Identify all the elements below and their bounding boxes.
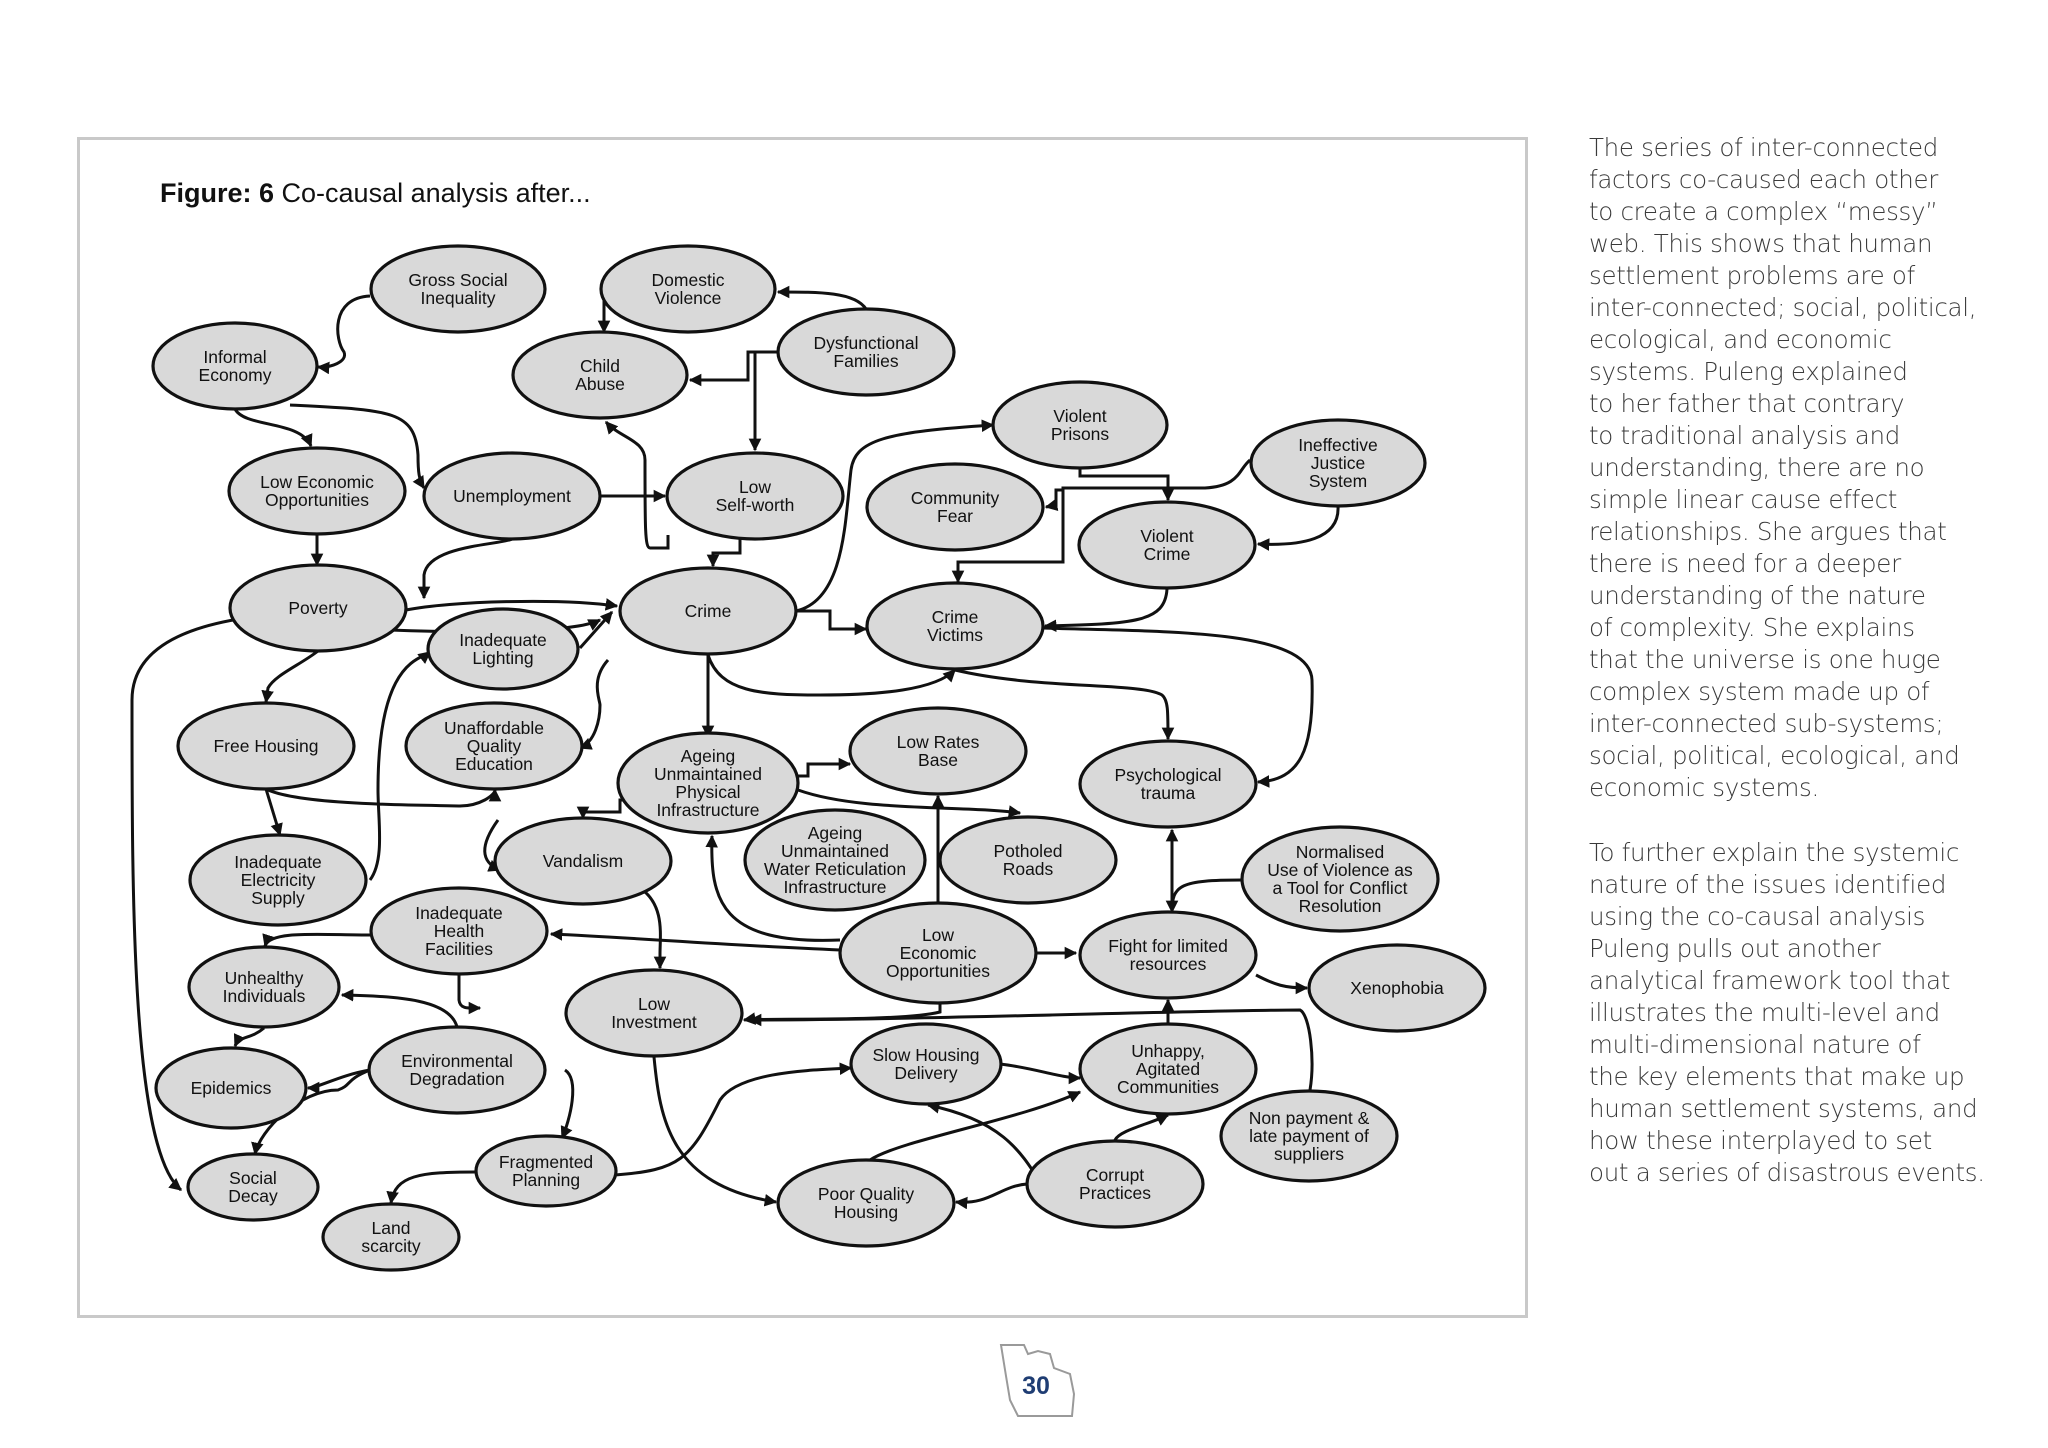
causal-arrow [391,1172,476,1203]
causal-arrow [956,1184,1027,1202]
side-text-line: to create a complex “messy” [1589,197,1938,226]
node-label: Vandalism [542,851,624,871]
node-label: Justice [1310,453,1366,473]
side-text-line: nature of the issues identified [1589,870,1947,899]
node-label: Facilities [424,939,494,959]
node-label: Land [371,1218,411,1238]
node-label: late payment of [1249,1126,1369,1146]
node-label: Informal [203,347,267,367]
node-label: Dysfunctional [813,333,919,353]
node-epidemics [156,1048,306,1128]
node-ageing-physical-infrastructure [618,733,798,833]
node-label: Ineffective [1298,435,1378,455]
node-label: Low [738,477,772,497]
side-text-line: inter-connected; social, political, [1589,293,1977,322]
side-text-line: economic systems. [1589,773,1820,802]
node-label: Gross Social [408,270,508,290]
node-label: Ageing [680,746,736,766]
node-label: Individuals [222,986,306,1006]
node-label: Social [229,1168,277,1188]
node-label: Inadequate [415,903,503,923]
side-text-line: social, political, ecological, and [1589,741,1960,770]
side-text-line: out a series of disastrous events. [1589,1158,1985,1187]
node-poverty [230,565,406,651]
causal-arrow [551,934,840,950]
node-label: Supply [251,888,305,908]
side-text-line: Puleng pulls out another [1589,934,1881,963]
node-label: Communities [1116,1077,1220,1097]
node-label: Degradation [409,1069,505,1089]
node-community-fear [867,464,1043,550]
node-corrupt-practices [1027,1141,1203,1227]
node-label: Inadequate [234,852,322,872]
node-label: Crime [1143,544,1191,564]
figure-number: Figure: 6 [160,178,275,208]
side-text-line: of complexity. She explains [1589,613,1915,642]
side-text-line: there is need for a deeper [1589,549,1901,578]
side-text-line: illustrates the multi-level and [1589,998,1940,1027]
side-text-line: using the co-causal analysis [1589,902,1926,931]
node-label: Fight for limited [1108,936,1228,956]
node-label: Free Housing [213,736,319,756]
node-label: System [1308,471,1368,491]
node-ageing-water-reticulation [745,810,925,910]
page-number: 30 [1022,1372,1050,1400]
node-label: Infrastructure [783,877,887,897]
node-fragmented-planning [476,1136,616,1206]
node-label: Opportunities [264,490,370,510]
node-label: Unaffordable [444,718,544,738]
node-unhappy-agitated-communities [1080,1024,1256,1114]
causal-arrow [459,975,480,1008]
node-label: Base [918,750,958,770]
side-text-line: understanding, there are no [1589,453,1925,482]
node-label: Inadequate [459,630,547,650]
node-unaffordable-quality-education [406,703,582,789]
node-domestic-violence [601,246,775,332]
side-text-line: the key elements that make up [1589,1062,1965,1091]
node-label: Ageing [807,823,863,843]
node-label: Low [637,994,671,1014]
side-text-line: to traditional analysis and [1589,421,1900,450]
node-vandalism [495,818,671,904]
node-label: Abuse [575,374,625,394]
causal-arrow [606,422,668,548]
node-label: Fragmented [498,1152,594,1172]
node-land-scarcity [323,1204,459,1270]
causal-arrow [562,1070,573,1138]
side-text-line: that the universe is one huge [1589,645,1941,674]
node-label: Delivery [894,1063,958,1083]
node-label: Lighting [472,648,534,668]
causal-arrow [342,995,457,1027]
node-label: Practices [1079,1183,1151,1203]
causal-arrow [580,612,612,648]
node-label: Quality [466,736,522,756]
node-label: Normalised [1295,842,1385,862]
node-label: Water Reticulation [763,859,907,879]
node-crime-victims [867,583,1043,669]
node-label: Victims [926,625,984,645]
node-label: Poverty [288,598,348,618]
node-label: Unmaintained [654,764,762,784]
node-social-decay [188,1154,318,1220]
side-text-line: To further explain the systemic [1589,838,1960,867]
causal-arrow [1000,1064,1080,1078]
side-text-line: understanding of the nature [1589,581,1926,610]
side-text-line: settlement problems are of [1589,261,1915,290]
causal-arrow [1256,975,1307,988]
node-label: Agitated [1135,1059,1201,1079]
node-label: Opportunities [885,961,991,981]
causal-arrow [713,539,740,566]
causal-arrow [266,789,280,835]
node-label: Slow Housing [872,1045,980,1065]
node-label: Low Economic [260,472,374,492]
node-unemployment [424,453,600,539]
node-slow-housing-delivery [851,1024,1001,1104]
node-label: trauma [1140,783,1196,803]
causal-arrow [798,764,850,776]
node-label: Unhappy, [1131,1041,1205,1061]
node-inadequate-electricity-supply [190,835,366,925]
node-label: Physical [675,782,741,802]
node-label: Psychological [1114,765,1222,785]
causal-arrow [318,296,370,367]
node-fight-for-limited-resources [1080,912,1256,998]
node-label: Domestic [651,270,725,290]
node-potholed-roads [940,817,1116,903]
node-psychological-trauma [1080,741,1256,827]
node-violent-prisons [993,382,1167,468]
node-label: Xenophobia [1350,978,1444,998]
causal-arrow [235,1028,264,1046]
node-label: Housing [833,1202,899,1222]
node-label: Low [921,925,955,945]
node-label: Infrastructure [656,800,760,820]
node-label: Epidemics [190,1078,272,1098]
node-label: Electricity [240,870,316,890]
diagram-nodes [153,246,1485,1270]
node-environmental-degradation [369,1027,545,1113]
node-label: Resolution [1298,896,1382,916]
node-low-economic-opportunities-top [229,448,405,534]
node-label: Unemployment [453,486,571,506]
causal-arrow [266,651,318,702]
causal-arrow [1080,468,1168,500]
node-inadequate-health-facilities [371,888,547,974]
node-label: suppliers [1273,1144,1345,1164]
side-text-line: to her father that contrary [1589,389,1905,418]
node-label: a Tool for Conflict [1272,878,1408,898]
side-text-line: simple linear cause effect [1589,485,1898,514]
causal-arrow [928,1105,1040,1182]
side-text-line: relationships. She argues that [1589,517,1947,546]
side-text-line: inter-connected sub-systems; [1589,709,1944,738]
causal-arrow [796,611,866,629]
side-text-line: web. This shows that human [1589,229,1933,258]
node-label: Crime [931,607,979,627]
node-label: Unmaintained [781,841,889,861]
node-normalised-violence [1242,827,1438,931]
causal-arrow [778,292,866,309]
causal-arrow [1258,506,1338,544]
side-text-line: multi-dimensional nature of [1589,1030,1921,1059]
node-crime [620,568,796,654]
side-text-line: ecological, and economic [1589,325,1892,354]
node-label: Fear [937,506,973,526]
node-label: Economy [198,365,272,385]
node-label: Poor Quality [817,1184,915,1204]
node-low-economic-opportunities-center [840,903,1036,1003]
node-dysfunctional-families [778,309,954,395]
node-label: Violence [654,288,722,308]
causal-arrow [424,539,512,598]
causal-arrow [1172,880,1242,912]
side-text-line: complex system made up of [1589,677,1930,706]
node-label: Child [580,356,620,376]
node-label: Violent [1053,406,1107,426]
node-unhealthy-individuals [189,947,339,1027]
node-label: Unhealthy [224,968,304,988]
node-label: Prisons [1050,424,1110,444]
node-label: Roads [1002,859,1054,879]
node-low-investment [566,970,742,1056]
causal-arrow [265,934,371,946]
side-text-line: systems. Puleng explained [1589,357,1908,386]
causal-arrow [615,1068,851,1175]
node-ineffective-justice-system [1251,420,1425,506]
node-label: scarcity [361,1236,421,1256]
node-xenophobia [1309,945,1485,1031]
node-label: Environmental [401,1051,513,1071]
side-text-line: human settlement systems, and [1589,1094,1978,1123]
node-label: Violent [1140,526,1194,546]
side-text-line: factors co-caused each other [1589,165,1939,194]
node-label: Health [433,921,485,941]
node-label: Low Rates [896,732,980,752]
node-gross-social-inequality [371,246,545,332]
causal-arrow [580,660,608,748]
causal-arrow [1115,1115,1168,1140]
node-label: resources [1129,954,1207,974]
causal-arrow [1046,490,1063,507]
causal-arrow [640,888,660,968]
node-label: Economic [899,943,977,963]
figure-title: Co-causal analysis after... [281,178,591,208]
node-label: Self-worth [715,495,795,515]
page-number-badge [998,1342,1080,1420]
causal-arrow [1045,589,1167,626]
node-label: Planning [511,1170,581,1190]
causal-arrow [266,789,495,806]
node-label: Non payment & [1248,1108,1370,1128]
node-label: Use of Violence as [1267,860,1413,880]
node-label: Potholed [993,841,1063,861]
side-text-line: analytical framework tool that [1589,966,1951,995]
node-low-self-worth [667,453,843,539]
node-child-abuse [513,332,687,418]
node-label: Investment [611,1012,697,1032]
node-label: Crime [684,601,732,621]
node-inadequate-lighting [428,609,578,689]
node-label: Corrupt [1085,1165,1145,1185]
side-text-line: how these interplayed to set [1589,1126,1932,1155]
node-non-payment [1221,1091,1397,1181]
node-label: Inequality [420,288,496,308]
node-poor-quality-housing [778,1160,954,1246]
node-label: Education [455,754,533,774]
node-label: Community [910,488,1000,508]
side-paragraph-1 [1589,132,2009,804]
node-violent-crime [1079,502,1255,588]
causal-arrow [235,409,311,446]
side-paragraph-2 [1589,837,2009,1189]
node-label: Families [833,351,899,371]
side-text-line: The series of inter-connected [1589,133,1939,162]
node-low-rates-base [850,708,1026,794]
node-free-housing [178,703,354,789]
node-informal-economy [153,323,317,409]
node-label: Decay [228,1186,278,1206]
